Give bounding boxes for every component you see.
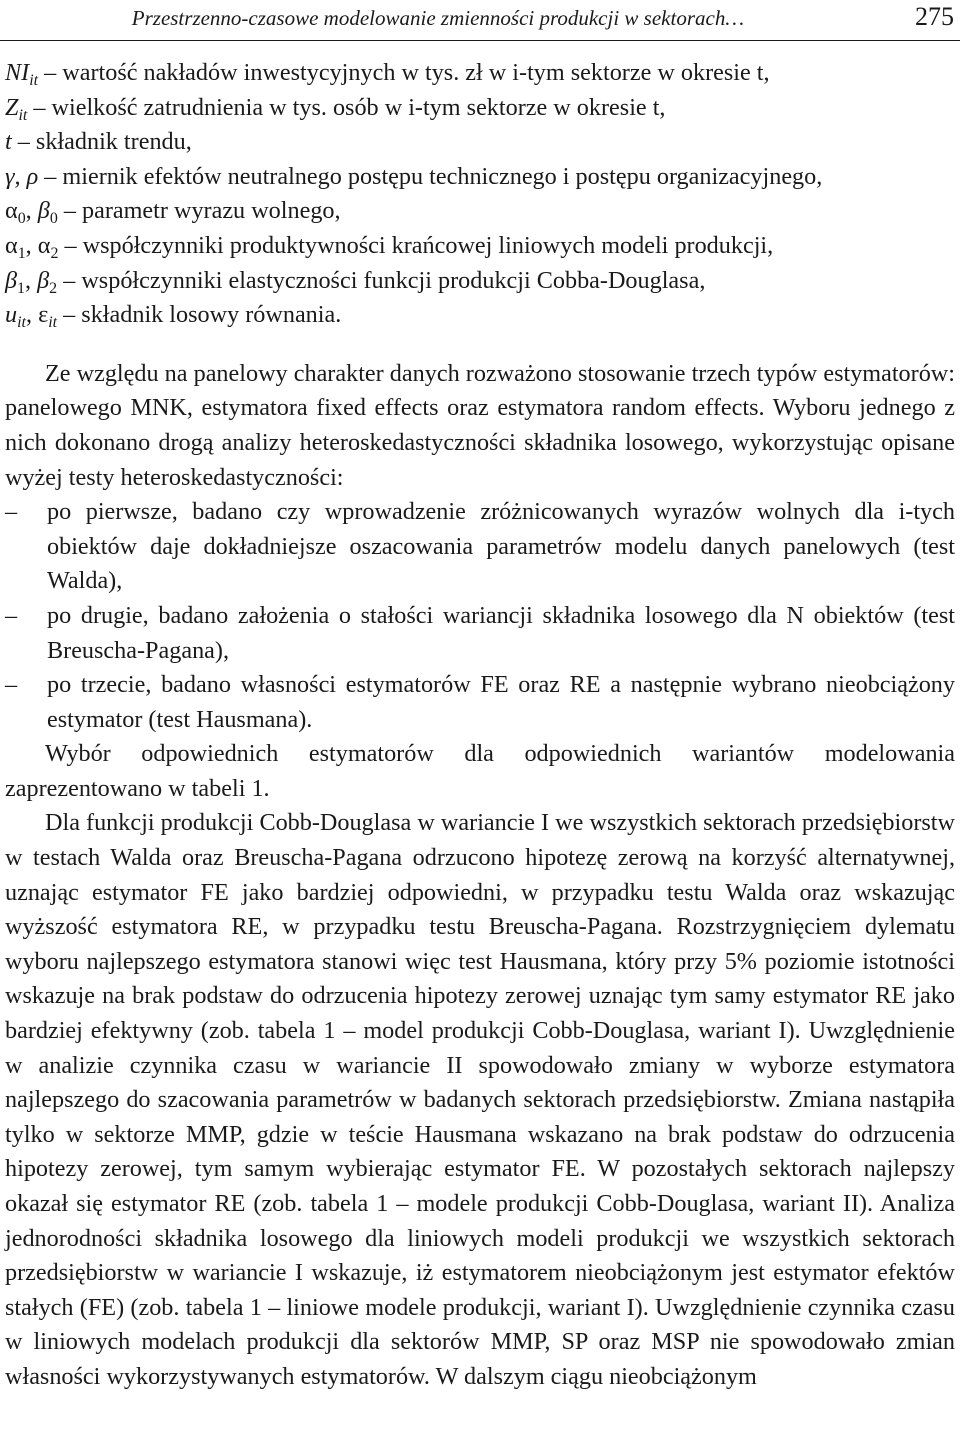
running-title: Przestrzenno-czasowe modelowanie zmienności produkcji w sektorach… <box>131 6 744 30</box>
page-content <box>5 56 955 1395</box>
definition-line: $\alpha_1$, $\alpha_2$ – współczynniki produktywności krańcowej liniowych modeli produkcji, <box>5 231 774 262</box>
symbol-definitions <box>5 56 955 333</box>
page-number: 275 <box>915 2 954 31</box>
dash-marker: – <box>5 671 18 699</box>
list-item: – po drugie, badano założenia o stałości wariancji składnika losowego dla N obiektów (test Breuscha-Pagana), <box>5 599 955 668</box>
definition-line: $NI_{it}$ – wartość nakładów inwestycyjnych w tys. zł w i-tym sektorze w okresie t, <box>5 59 770 89</box>
section-gap <box>5 333 955 357</box>
test-list <box>5 495 955 737</box>
list-item: – po trzecie, badano własności estymatorów FE oraz RE a następnie wybrano nieobciążony estymator (test Hausmana). <box>5 668 955 737</box>
definition-line: $u_{it}$, $\varepsilon_{it}$ – składnik losowy równania. <box>5 301 342 331</box>
definition-line: $Z_{it}$ – wielkość zatrudnienia w tys. osób w i-tym sektorze w okresie t, <box>5 93 666 124</box>
paragraph: Wybór odpowiednich estymatorów dla odpowiednich wariantów modelowania zaprezentowano w tabeli 1. <box>5 740 955 802</box>
definition-line: $\beta_1$, $\beta_2$ – współczynniki elastyczności funkcji produkcji Cobba-Douglasa, <box>5 266 706 297</box>
paragraph: Ze względu na panelowy charakter danych rozważono stosowanie trzech typów estymatorów: panelowego MNK, estymatora fixed effects oraz estymatora random effects. Wyboru jednego z nich dokonano drogą analizy heteroskedastyczności składnika losowego, wykorzystując opisane wyżej testy heteroskedastyczności: <box>5 359 955 491</box>
dash-marker: – <box>5 498 18 526</box>
paragraph: Dla funkcji produkcji Cobb-Douglasa w wariancie I we wszystkich sektorach przedsiębiorstw w testach Walda oraz Breuscha-Pagana odrzucono hipotezę zerową na korzyść alternatywnej, uznając estymator FE jako bardziej odpowiedni, w przypadku testu Walda oraz wskazując wyższość estymatora RE, w przypadku testu Breuscha-Pagana. Rozstrzygnięciem dylematu wyboru najlepszego estymatora stanowi więc test Hausmana, który przy 5% poziomie istotności wskazuje na brak podstaw do odrzucenia hipotezy zerowej uznając tym samy estymator RE jako bardziej efektywny (zob. tabela 1 – model produkcji Cobb-Douglasa, wariant I). Uwzględnienie w analizie czynnika czasu w wariancie II spowodowało zmiany w wyborze estymatora najlepszego do szacowania parametrów w badanych sektorach przedsiębiorstw. Zmiana nastąpiła tylko w sektorze MMP, gdzie w teście Hausmana wskazano na brak podstaw do odrzucenia hipotezy zerowej, tym samym wybierając estymator FE. W pozostałych sektorach najlepszy okazał się estymator RE (zob. tabela 1 – modele produkcji Cobb-Douglasa, wariant II). Analiza jednorodności składnika losowego dla liniowych modeli produkcji we wszystkich sektorach przedsiębiorstw w wariancie I wskazuje, iż estymatorem nieobciążonym jest estymator efektów stałych (FE) (zob. tabela 1 – liniowe modele produkcji, wariant I). Uwzględnienie czynnika czasu w liniowych modelach produkcji dla sektorów MMP, SP oraz MSP nie spowodowało zmian własności wykorzystywanych estymatorów. W dalszym ciągu nieobciążonym <box>5 809 955 1390</box>
definition-line: γ, ρ – miernik efektów neutralnego postępu technicznego i postępu organizacyjnego, <box>5 162 823 190</box>
body-text <box>5 357 955 1395</box>
page-header <box>0 0 960 40</box>
dash-marker: – <box>5 601 18 629</box>
list-item: – po pierwsze, badano czy wprowadzenie zróżnicowanych wyrazów wolnych dla i-tych obiektów daje dokładniejsze oszacowania parametrów modelu danych panelowych (test Walda), <box>5 495 955 599</box>
header-rule <box>0 40 960 41</box>
definition-line: $\alpha_0$, $\beta_0$ – parametr wyrazu wolnego, <box>5 197 341 228</box>
definition-line: t – składnik trendu, <box>5 128 192 156</box>
